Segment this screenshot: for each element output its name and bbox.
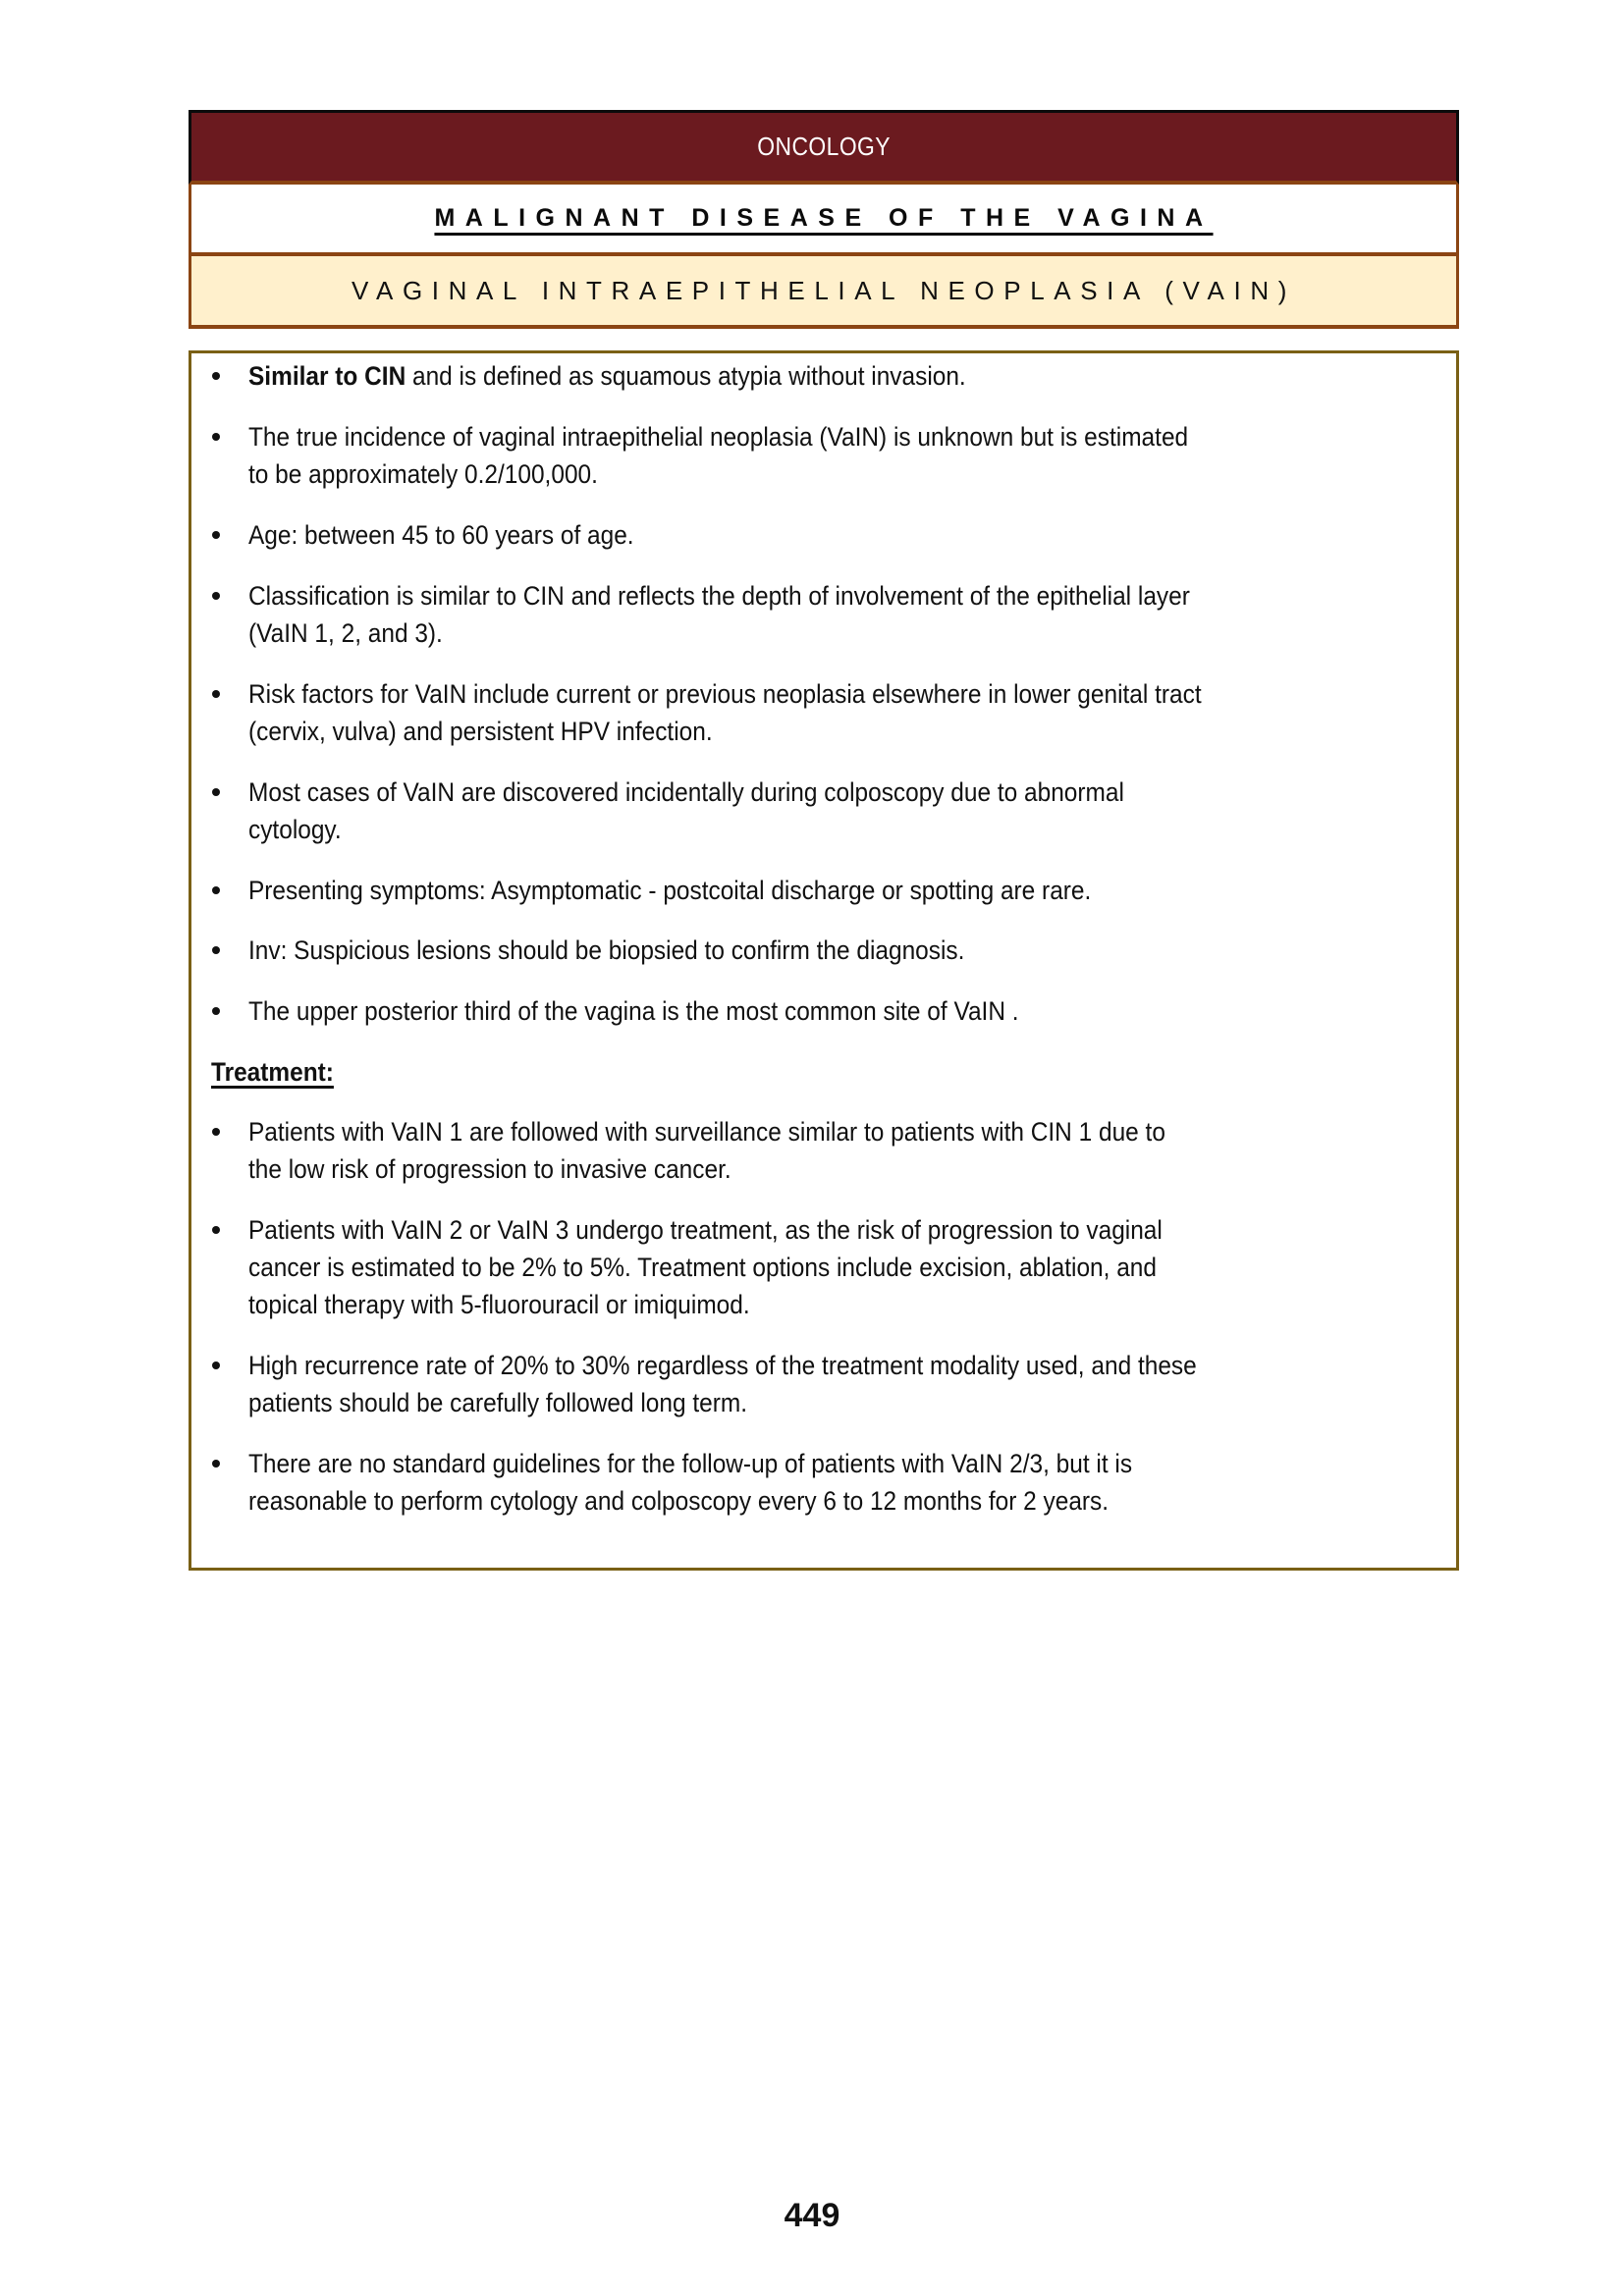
bullet-line: cytology. [248, 815, 342, 844]
bullet-line: (cervix, vulva) and persistent HPV infection. [248, 717, 713, 746]
page-number: 449 [784, 2197, 840, 2234]
bullet-icon [212, 788, 220, 796]
category-band [189, 110, 1459, 185]
bullet-icon [212, 1226, 220, 1234]
bullet-icon [212, 946, 220, 954]
bullet-icon [212, 1460, 220, 1468]
subtitle-band [189, 256, 1459, 329]
bullet-icon [212, 531, 220, 539]
bullet-line: the low risk of progression to invasive cancer. [248, 1154, 731, 1184]
bullet-line: Patients with VaIN 1 are followed with surveillance similar to patients with CIN 1 due to [248, 1117, 1165, 1147]
bullet-icon [212, 1128, 220, 1136]
bold-lead: Similar to CIN [248, 361, 406, 391]
bullet-icon [212, 690, 220, 698]
section-subtitle: VAGINAL INTRAEPITHELIAL NEOPLASIA (VAIN) [352, 275, 1296, 305]
category-label: ONCOLOGY [757, 132, 891, 161]
bullet-line: (VaIN 1, 2, and 3). [248, 618, 443, 648]
bullet-icon [212, 1362, 220, 1369]
bullet-line: reasonable to perform cytology and colposcopy every 6 to 12 months for 2 years. [248, 1486, 1110, 1516]
bullet-line: There are no standard guidelines for the follow-up of patients with VaIN 2/3, but it is [248, 1449, 1133, 1478]
bullet-icon [212, 592, 220, 600]
bullet-line: High recurrence rate of 20% to 30% regardless of the treatment modality used, and these [248, 1351, 1197, 1380]
bullet-line: Inv: Suspicious lesions should be biopsied to confirm the diagnosis. [248, 935, 965, 965]
chapter-header [189, 110, 1459, 329]
bullet-line: Patients with VaIN 2 or VaIN 3 undergo treatment, as the risk of progression to vaginal [248, 1215, 1163, 1245]
bullet-line: Presenting symptoms: Asymptomatic - postcoital discharge or spotting are rare. [248, 876, 1092, 905]
section-title: MALIGNANT DISEASE OF THE VAGINA [434, 204, 1214, 232]
bullet-line: to be approximately 0.2/100,000. [248, 459, 598, 489]
bullet-line: The true incidence of vaginal intraepithelial neoplasia (VaIN) is unknown but is estimated [248, 422, 1189, 452]
bullet-line: Risk factors for VaIN include current or previous neoplasia elsewhere in lower genital tract [248, 679, 1202, 709]
bullet-line: Similar to CIN and is defined as squamous atypia without invasion. [248, 361, 966, 391]
bullet-icon [212, 886, 220, 894]
bullet-line: Age: between 45 to 60 years of age. [248, 520, 634, 550]
bullet-icon [212, 433, 220, 441]
title-band [189, 185, 1459, 256]
bullet-line: Classification is similar to CIN and reflects the depth of involvement of the epithelial layer [248, 581, 1190, 611]
bullet-line: patients should be carefully followed long term. [248, 1388, 748, 1417]
treatment-heading: Treatment: [211, 1057, 334, 1087]
bullet-line: cancer is estimated to be 2% to 5%. Treatment options include excision, ablation, and [248, 1253, 1157, 1282]
bullet-line: topical therapy with 5-fluorouracil or imiquimod. [248, 1290, 750, 1319]
bullet-line: The upper posterior third of the vagina is the most common site of VaIN . [248, 996, 1019, 1026]
content-box [189, 350, 1459, 1571]
bullet-icon [212, 1007, 220, 1015]
bullet-icon [212, 372, 220, 380]
bullet-line: Most cases of VaIN are discovered incidentally during colposcopy due to abnormal [248, 777, 1124, 807]
